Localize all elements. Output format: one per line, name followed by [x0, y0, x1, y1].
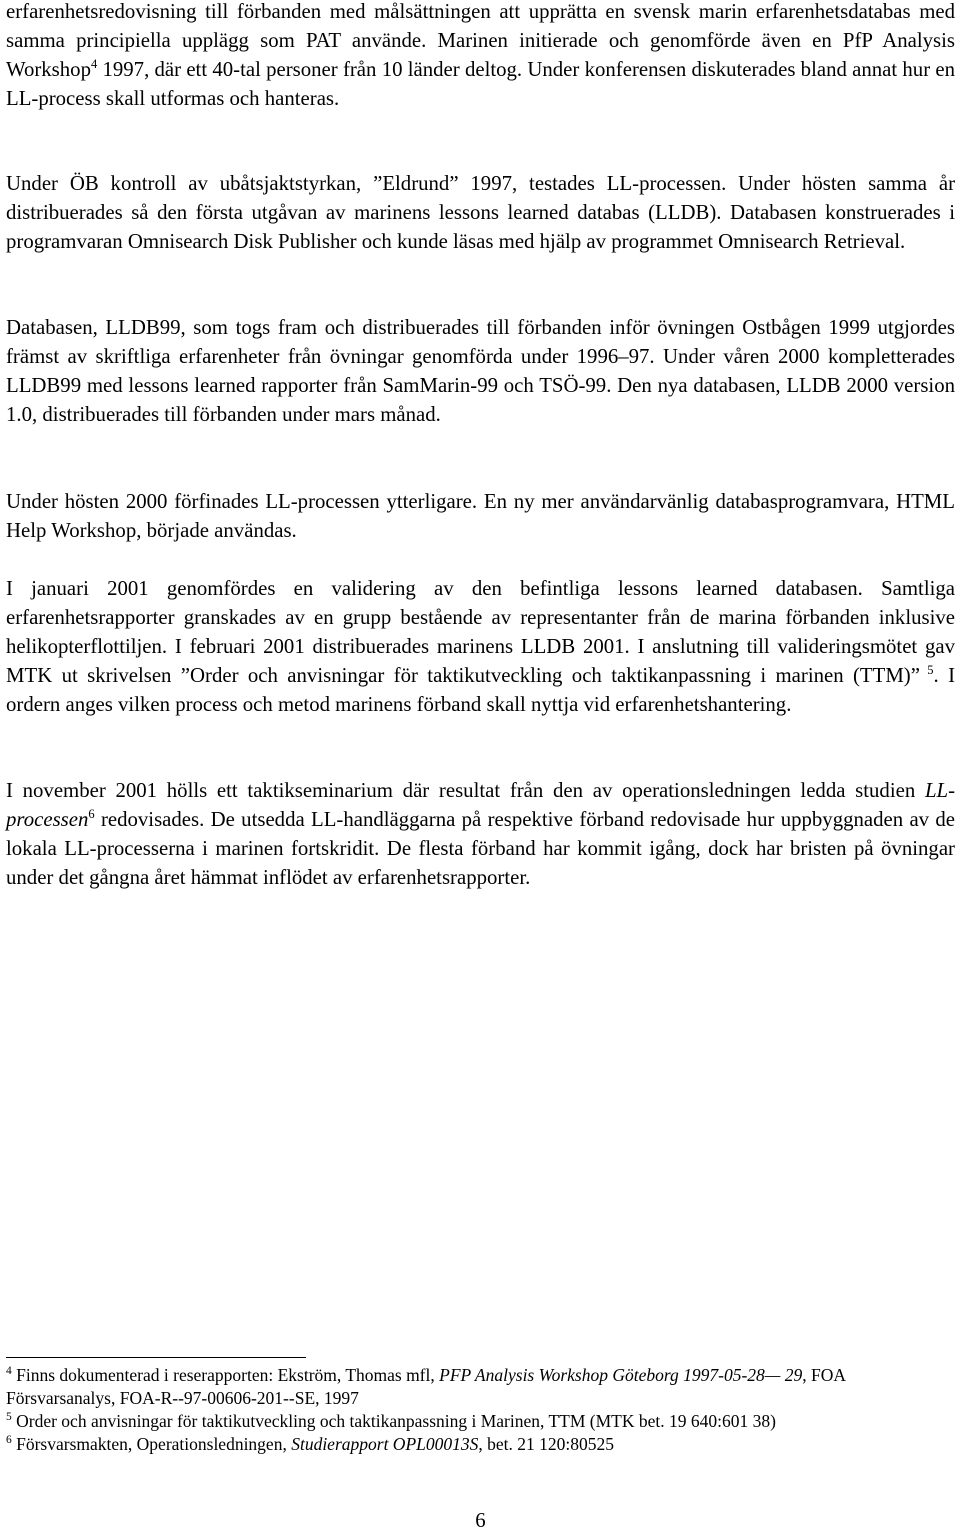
footnote-ref-5[interactable]: 5	[919, 663, 934, 678]
footnote-ref-6[interactable]: 6	[88, 807, 95, 822]
footnotes	[6, 1364, 955, 1456]
paragraph-html-help: Under hösten 2000 förfinades LL-processen ytterligare. En ny mer användarvänlig databasprogramvara, HTML Help Workshop, började användas.	[6, 490, 955, 542]
footnote-text: , FOA Försvarsanalys, FOA-R--97-00606-201--SE, 1997	[6, 1365, 846, 1408]
footnote-italic: PFP Analysis Workshop Göteborg 1997-05-28— 29	[439, 1365, 803, 1385]
footnote-ref-4[interactable]: 4	[90, 57, 98, 72]
paragraph-text: . I ordern anges vilken process och metod marinens förband skall nyttja vid erfarenhetshantering.	[6, 664, 956, 716]
paragraph-text: I november 2001 hölls ett taktikseminarium där resultat från den av operationsledningen ledda studien	[6, 779, 925, 802]
paragraph-seminar	[6, 776, 955, 892]
footnote-text: Finns dokumenterad i reserapporten: Ekström, Thomas mfl,	[11, 1365, 440, 1385]
footnote-number: 5	[6, 1411, 12, 1424]
paragraph-lldb99: Databasen, LLDB99, som togs fram och distribuerades till förbanden inför övningen Ostbågen 1999 utgjordes främst av skriftliga erfarenheter från övningar genomförda under 1996–97. Under våren 2000 kompletterades LLDB99 med lessons learned rapporter från SamMarin-99 och TSÖ-99. Den nya databasen, LLDB 2000 version 1.0, distribuerades till förbanden under mars månad.	[6, 316, 955, 426]
footnote-number: 6	[6, 1434, 12, 1447]
page-number: 6	[475, 1509, 486, 1532]
footnote-5	[6, 1410, 955, 1433]
footnote-4	[6, 1364, 955, 1410]
footnote-italic: Studierapport OPL00013S	[291, 1434, 479, 1454]
footnote-number: 4	[6, 1365, 12, 1378]
footnote-text: Försvarsmakten, Operationsledningen,	[11, 1434, 292, 1454]
footnote-text: , bet. 21 120:80525	[478, 1434, 614, 1454]
paragraph-text: erfarenhetsredovisning till förbanden med målsättningen att upprätta en svensk marin erfarenhetsdatabas med samma principiella upplägg som PAT använde. Marinen initierade och genomförde även en PfP Analysis Workshop	[6, 0, 955, 81]
footnote-separator	[6, 1357, 306, 1358]
paragraph-text: 1997, där ett 40-tal personer från 10 länder deltog. Under konferensen diskuterades bland annat hur en LL-process skall utformas och hanteras.	[6, 58, 955, 110]
paragraph-text: I januari 2001 genomfördes en validering av den befintliga lessons learned databasen. Samtliga erfarenhetsrapporter granskades av en grupp bestående av representanter från de marina förbanden inklusive helikopterflottiljen. I februari 2001 distribuerades marinens LLDB 2001. I anslutning till valideringsmötet gav MTK ut skrivelsen ”Order och anvisningar för taktikutveckling och taktikanpassning i marinen (TTM)”	[6, 577, 955, 687]
paragraph-validation	[6, 574, 955, 719]
paragraph-eldrund: Under ÖB kontroll av ubåtsjaktstyrkan, ”Eldrund” 1997, testades LL-processen. Under hösten samma år distribuerades så den första utgåvan av marinens lessons learned databas (LLDB). Databasen konstruerades i programvaran Omnisearch Disk Publisher och kunde läsas med hjälp av programmet Omnisearch Retrieval.	[6, 172, 955, 253]
paragraph-text: redovisades. De utsedda LL-handläggarna på respektive förband redovisade hur uppbyggnaden av de lokala LL-processerna i marinen fortskridit. De flesta förband har kommit igång, dock har bristen på övningar under det gångna året hämmat inflödet av erfarenhetsrapporter.	[6, 808, 955, 889]
paragraph-pfp-workshop	[6, 0, 955, 113]
footnote-6	[6, 1433, 955, 1456]
study-title: LL-processen	[6, 779, 955, 831]
footnote-text: Order och anvisningar för taktikutveckling och taktikanpassning i Marinen, TTM (MTK bet. 19 640:601 38)	[11, 1411, 776, 1431]
